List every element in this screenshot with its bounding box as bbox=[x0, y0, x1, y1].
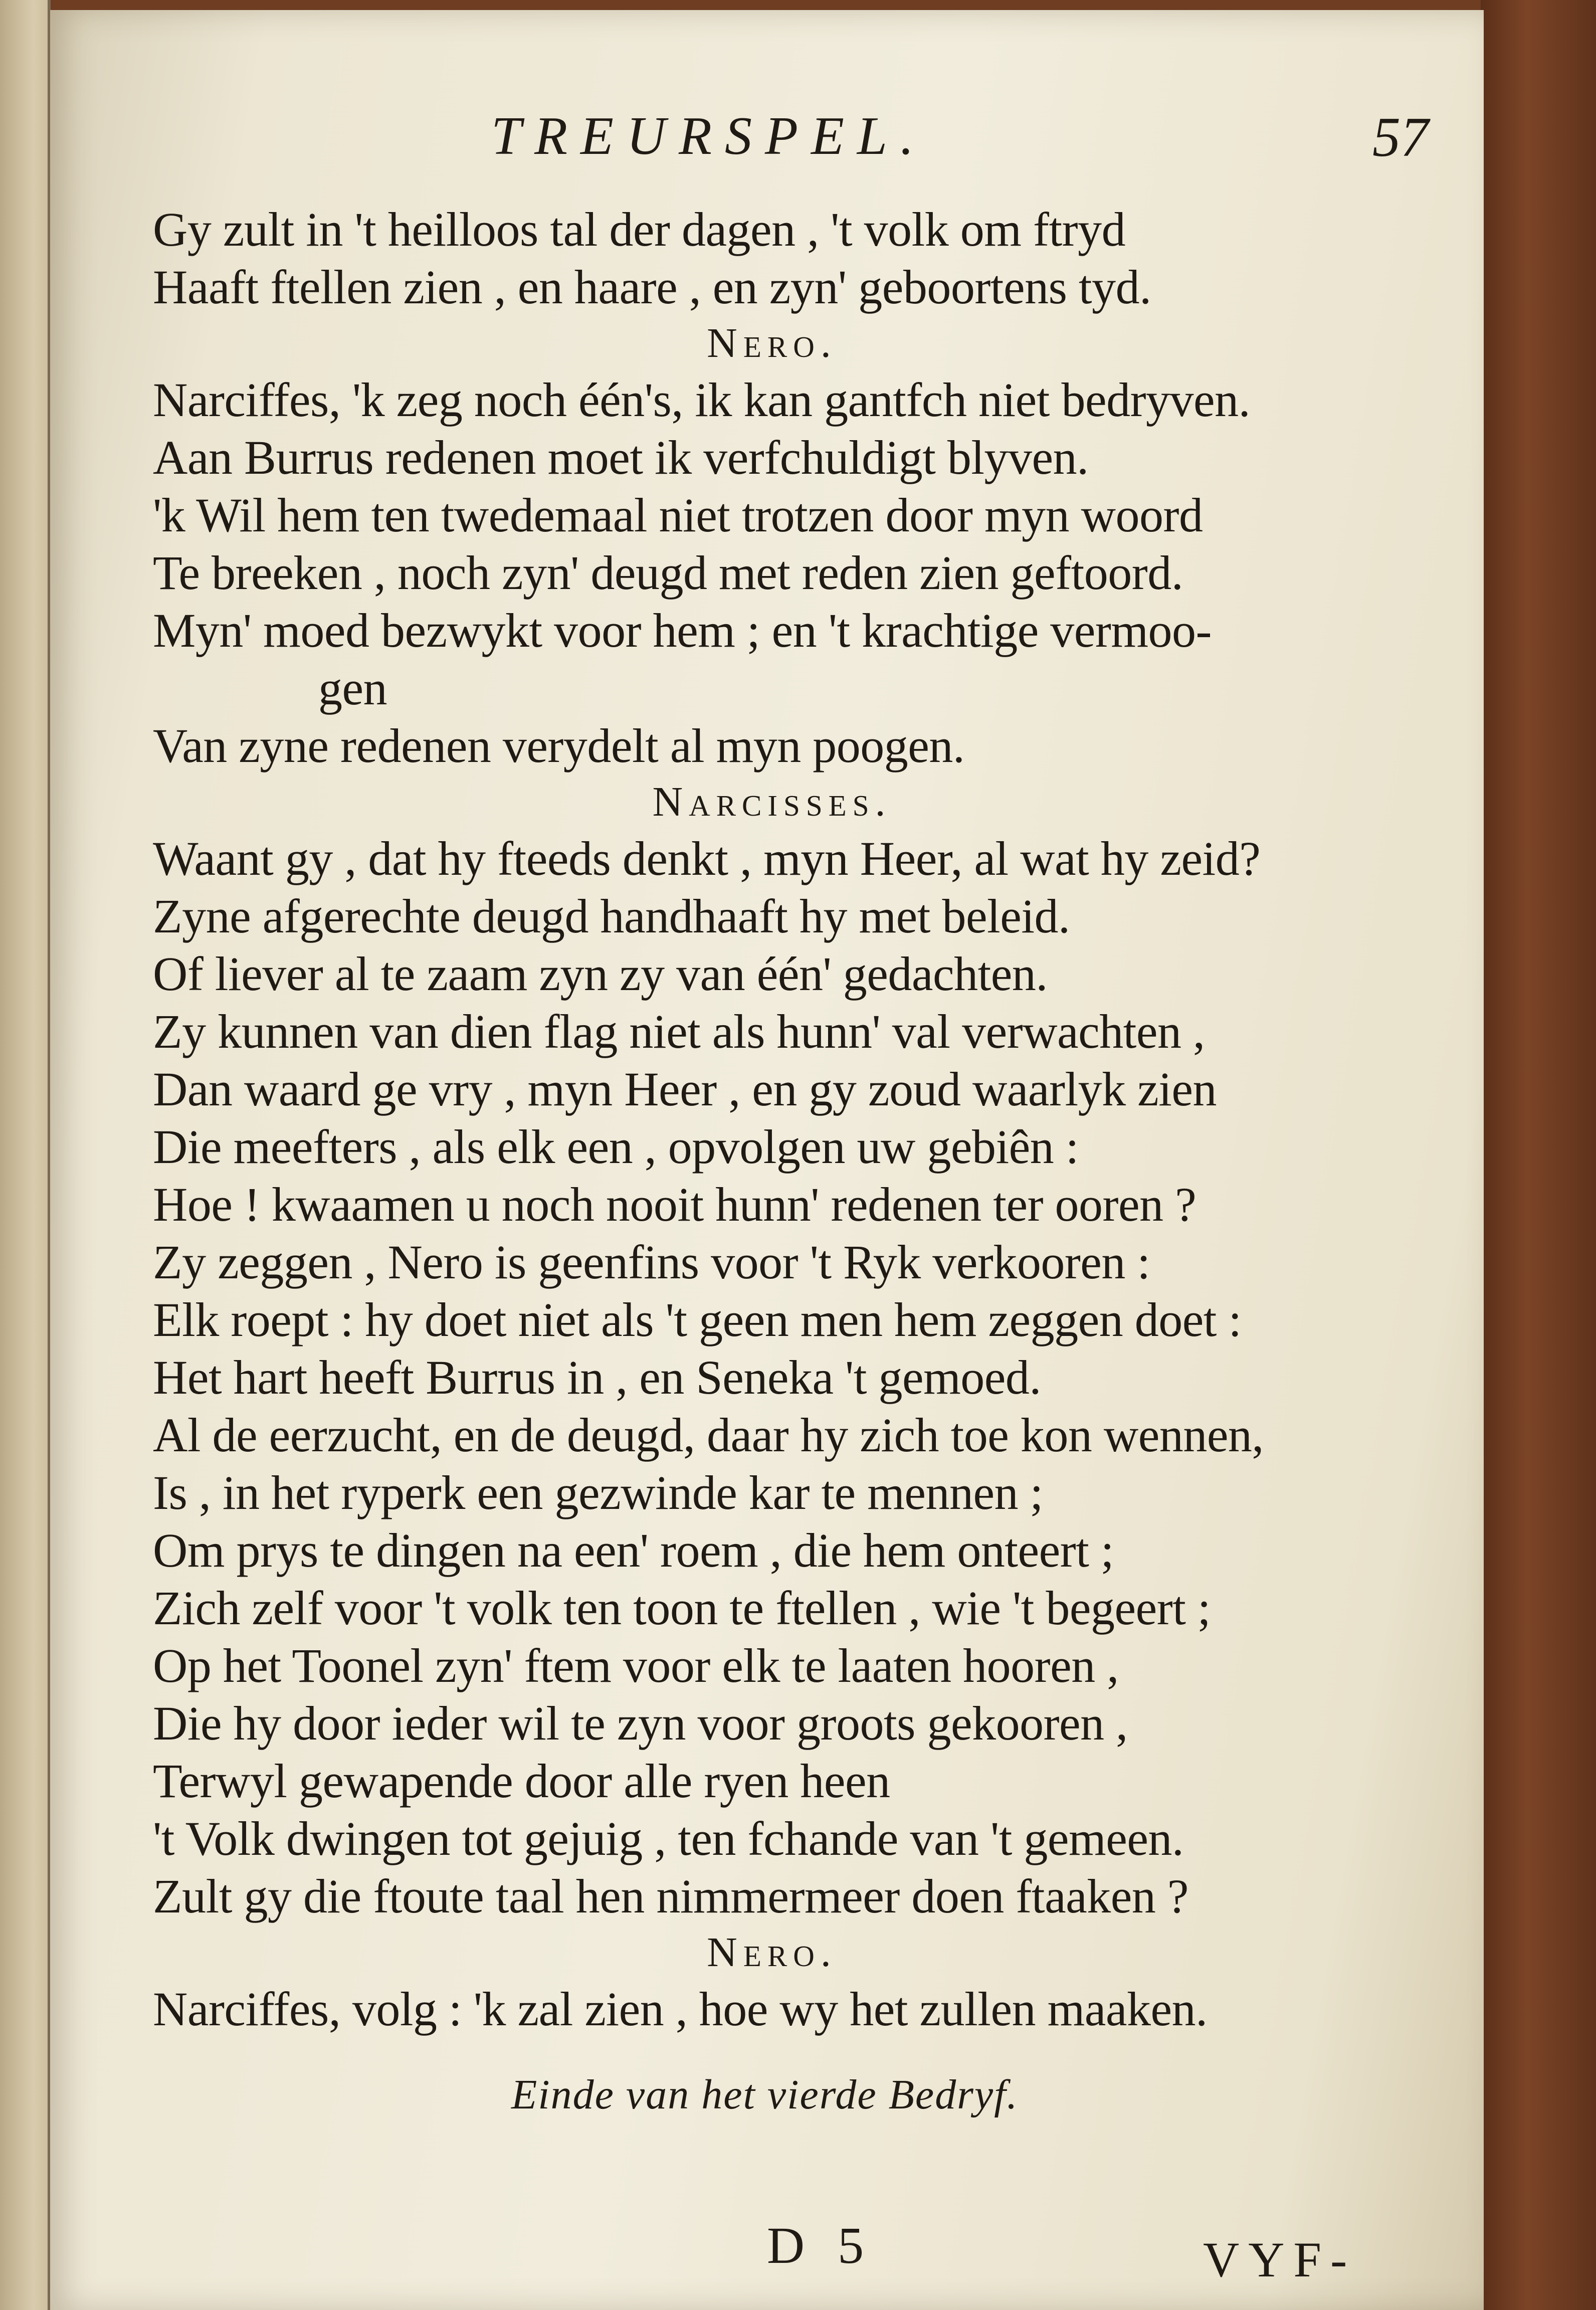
verse-line: Is , in het ryperk een gezwinde kar te mennen ; bbox=[153, 1466, 1043, 1519]
verse-line: Dan waard ge vry , myn Heer , en gy zoud waarlyk zien bbox=[153, 1062, 1217, 1116]
verse-line: Elk roept : hy doet niet als 't geen men hem zeggen doet : bbox=[153, 1293, 1242, 1346]
verse-line: Die hy door ieder wil te zyn voor groots gekooren , bbox=[153, 1696, 1128, 1750]
verse-line: Gy zult in 't heilloos tal der dagen , 't volk om ftryd bbox=[153, 203, 1126, 256]
verse-line: Van zyne redenen verydelt al myn poogen. bbox=[153, 719, 965, 773]
verse-line: Zy kunnen van dien flag niet als hunn' val verwachten , bbox=[153, 1005, 1205, 1058]
verse-line: Zult gy die ftoute taal hen nimmermeer doen ftaaken ? bbox=[153, 1869, 1188, 1923]
running-title: TREURSPEL. bbox=[491, 106, 927, 166]
act-end-note: Einde van het vierde Bedryf. bbox=[511, 2071, 1019, 2118]
speaker-name: Nero. bbox=[707, 320, 837, 366]
previous-page-edge bbox=[0, 0, 51, 2310]
verse-line: gen bbox=[318, 661, 387, 715]
verse-line: Myn' moed bezwykt voor hem ; en 't krachtige vermoo- bbox=[153, 604, 1212, 657]
verse-line: 'k Wil hem ten twedemaal niet trotzen door myn woord bbox=[153, 488, 1203, 542]
verse-line: Al de eerzucht, en de deugd, daar hy zich toe kon wennen, bbox=[153, 1408, 1264, 1462]
verse-line: Zyne afgerechte deugd handhaaft hy met beleid. bbox=[153, 889, 1070, 943]
verse-line: Terwyl gewapende door alle ryen heen bbox=[153, 1754, 890, 1808]
verse-line: Narciffes, 'k zeg noch één's, ik kan gantfch niet bedryven. bbox=[153, 373, 1251, 427]
background-surface bbox=[1481, 0, 1596, 2310]
page-number: 57 bbox=[1372, 106, 1429, 168]
speaker-name: Narcisses. bbox=[652, 779, 892, 825]
verse-line: Om prys te dingen na een' roem , die hem onteert ; bbox=[153, 1523, 1114, 1577]
verse-line: Die meefters , als elk een , opvolgen uw gebiên : bbox=[153, 1120, 1079, 1174]
signature-mark: D 5 bbox=[767, 2217, 874, 2274]
verse-line: 't Volk dwingen tot gejuig , ten fchande van 't gemeen. bbox=[153, 1812, 1184, 1865]
verse-text bbox=[153, 201, 1466, 2038]
catchword: VYF- bbox=[1203, 2232, 1356, 2287]
verse-line: Op het Toonel zyn' ftem voor elk te laaten hooren , bbox=[153, 1639, 1119, 1692]
verse-line: Waant gy , dat hy fteeds denkt , myn Heer, al wat hy zeid? bbox=[153, 832, 1261, 885]
book-page bbox=[50, 10, 1484, 2310]
verse-line: Narciffes, volg : 'k zal zien , hoe wy het zullen maaken. bbox=[153, 1982, 1208, 2036]
verse-line: Zich zelf voor 't volk ten toon te ftellen , wie 't begeert ; bbox=[153, 1581, 1211, 1635]
verse-line: Hoe ! kwaamen u noch nooit hunn' redenen ter ooren ? bbox=[153, 1178, 1196, 1231]
page-header bbox=[446, 105, 1429, 168]
verse-line: Haaft ftellen zien , en haare , en zyn' geboortens tyd. bbox=[153, 260, 1151, 314]
verse-line: Zy zeggen , Nero is geenfins voor 't Ryk verkooren : bbox=[153, 1235, 1150, 1289]
verse-line: Of liever al te zaam zyn zy van één' gedachten. bbox=[153, 947, 1048, 1001]
verse-line: Te breeken , noch zyn' deugd met reden zien geftoord. bbox=[153, 546, 1183, 600]
verse-line: Aan Burrus redenen moet ik verfchuldigt blyven. bbox=[153, 431, 1089, 484]
speaker-name: Nero. bbox=[707, 1929, 837, 1976]
verse-line: Het hart heeft Burrus in , en Seneka 't gemoed. bbox=[153, 1351, 1041, 1404]
